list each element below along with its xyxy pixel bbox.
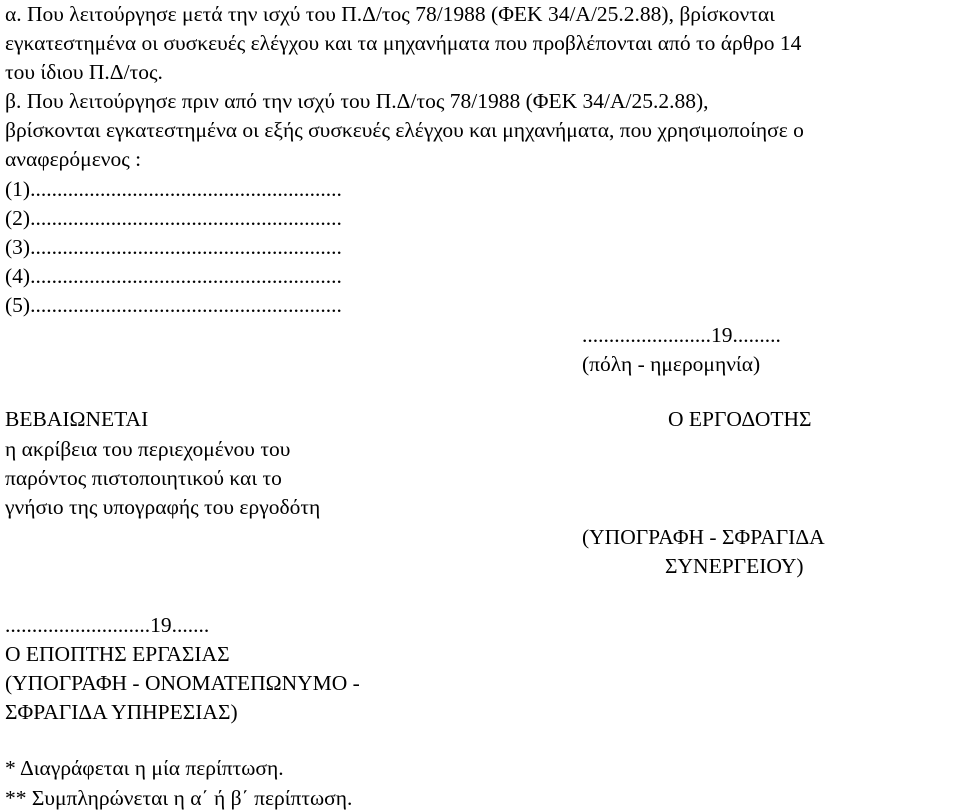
certification-line-3: γνήσιο της υπογραφής του εργοδότη (5, 495, 321, 519)
supervisor-title: Ο ΕΠΟΠΤΗΣ ΕΡΓΑΣΙΑΣ (5, 642, 230, 666)
certification-line-1: η ακρίβεια του περιεχομένου του (5, 437, 291, 461)
case-beta-line-1: β. Που λειτούργησε πριν από την ισχύ του Π.Δ/τος 78/1988 (ΦΕΚ 34/Α/25.2.88), (5, 89, 709, 113)
place-date-line: ........................19......... (582, 323, 781, 347)
supervisor-date-line: ...........................19....... (5, 613, 210, 637)
employer-signature-line-2: ΣΥΝΕΡΓΕΙΟΥ) (665, 554, 804, 578)
employer-signature-line-1: (ΥΠΟΓΡΑΦΗ - ΣΦΡΑΓΙΔΑ (582, 525, 825, 549)
equipment-item-1: (1).......................................................... (5, 177, 342, 201)
equipment-item-2: (2).......................................................... (5, 206, 342, 230)
place-date-caption: (πόλη - ημερομηνία) (582, 352, 761, 376)
supervisor-signature-line-1: (ΥΠΟΓΡΑΦΗ - ΟΝΟΜΑΤΕΠΩΝΥΜΟ - (5, 671, 360, 695)
footnote-2: ** Συμπληρώνεται η α΄ ή β΄ περίπτωση. (5, 786, 353, 810)
case-alpha-line-2: εγκατεστημένα οι συσκευές ελέγχου και τα μηχανήματα που προβλέπονται από το άρθρο 14 (5, 31, 802, 55)
equipment-item-4: (4).......................................................... (5, 264, 342, 288)
case-beta-line-2: βρίσκονται εγκατεστημένα οι εξής συσκευές ελέγχου και μηχανήματα, που χρησιμοποίησε ο (5, 118, 804, 142)
equipment-item-3: (3).......................................................... (5, 235, 342, 259)
equipment-item-5: (5).......................................................... (5, 293, 342, 317)
case-alpha-line-3: του ίδιου Π.Δ/τος. (5, 60, 163, 84)
employer-title: Ο ΕΡΓΟΔΟΤΗΣ (668, 407, 812, 431)
supervisor-signature-line-2: ΣΦΡΑΓΙΔΑ ΥΠΗΡΕΣΙΑΣ) (5, 700, 238, 724)
certification-title: ΒΕΒΑΙΩΝΕΤΑΙ (5, 407, 149, 431)
certification-line-2: παρόντος πιστοποιητικού και το (5, 466, 282, 490)
case-beta-line-3: αναφερόμενος : (5, 147, 142, 171)
footnote-1: * Διαγράφεται η μία περίπτωση. (5, 756, 284, 780)
case-alpha-line-1: α. Που λειτούργησε μετά την ισχύ του Π.Δ/τος 78/1988 (ΦΕΚ 34/Α/25.2.88), βρίσκονται (5, 2, 775, 26)
